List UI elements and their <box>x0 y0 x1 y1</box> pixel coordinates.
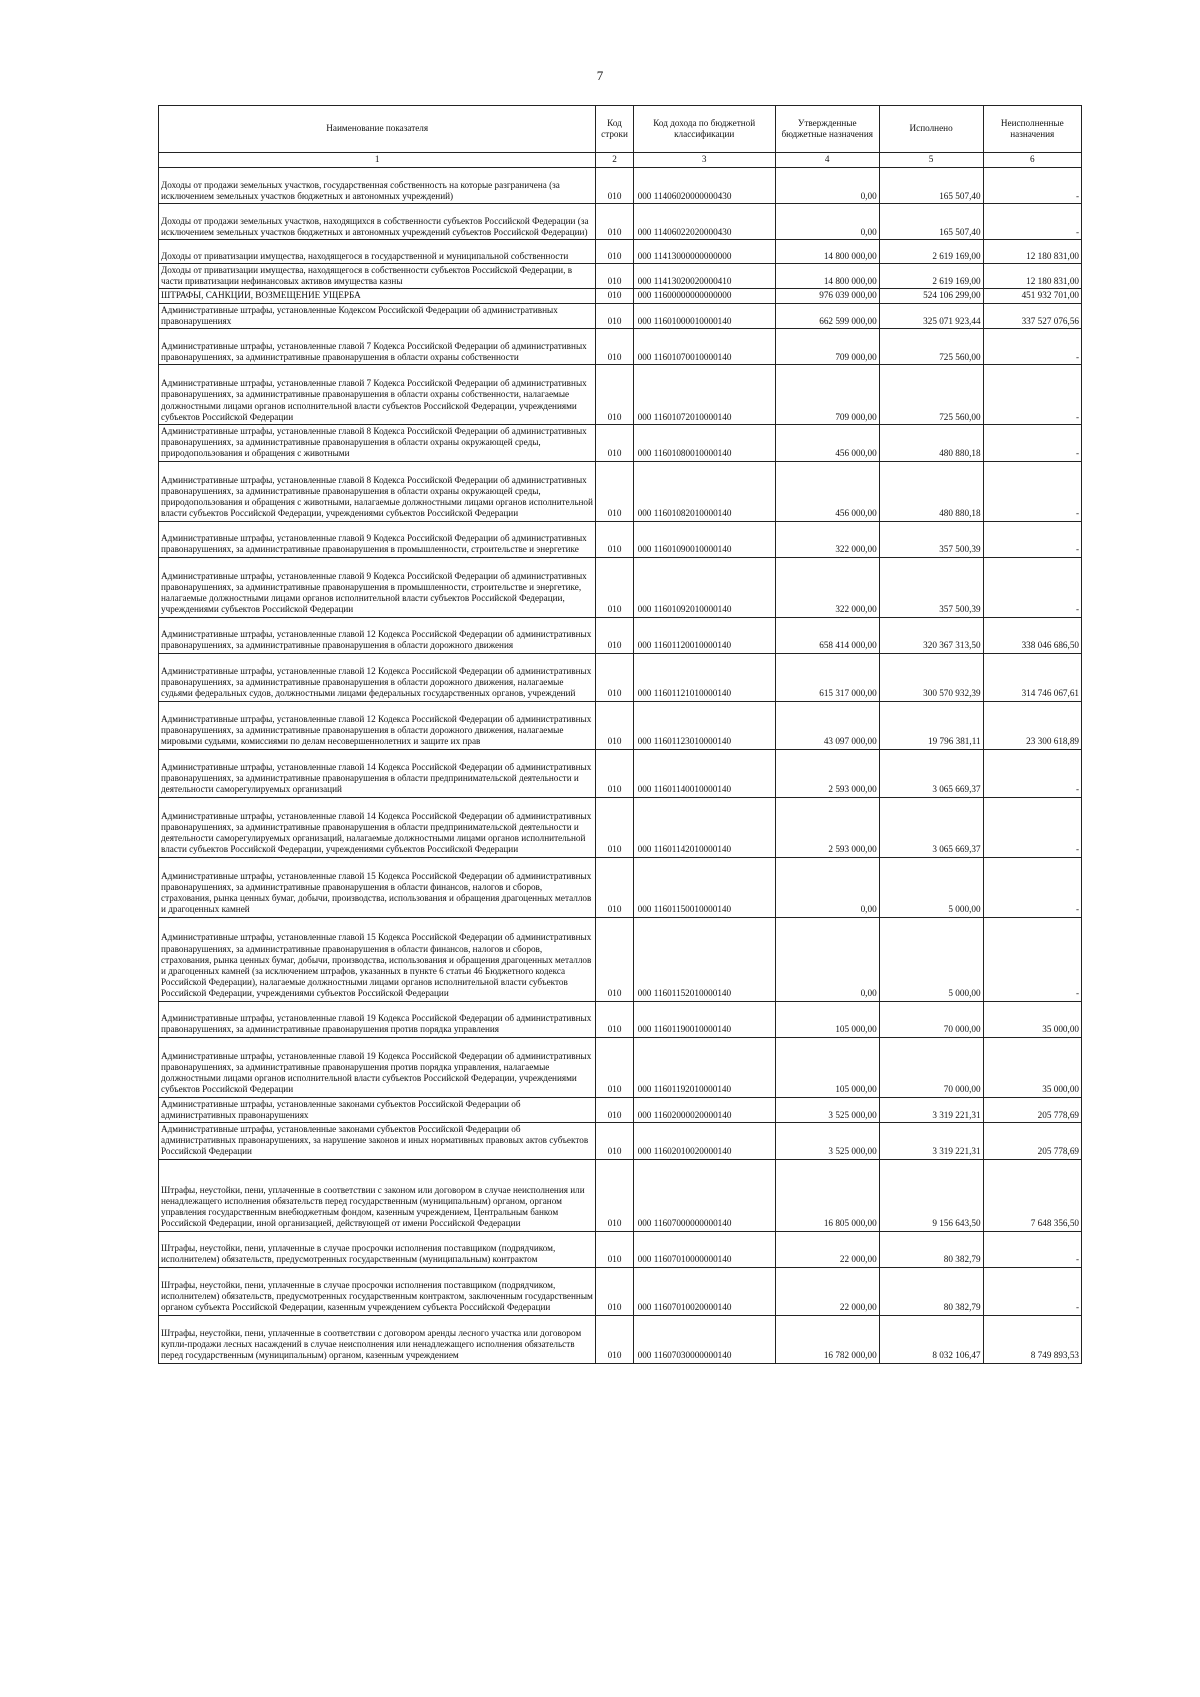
remaining-amount-cell: 23 300 618,89 <box>983 701 1081 749</box>
table-row <box>159 1231 1082 1267</box>
line-code-cell: 010 <box>596 917 633 1001</box>
remaining-amount-cell: - <box>983 857 1081 917</box>
executed-amount-cell: 524 106 299,00 <box>879 289 983 303</box>
income-code-cell: 000 11601070010000140 <box>633 329 775 365</box>
approved-amount-cell: 16 782 000,00 <box>775 1315 879 1363</box>
budget-execution-table <box>158 105 1082 1364</box>
income-code-cell: 000 11602000020000140 <box>633 1097 775 1122</box>
executed-amount-cell: 3 319 221,31 <box>879 1097 983 1122</box>
income-code-cell: 000 11413000000000000 <box>633 240 775 264</box>
approved-amount-cell: 322 000,00 <box>775 557 879 617</box>
executed-amount-cell: 3 065 669,37 <box>879 749 983 797</box>
remaining-amount-cell: - <box>983 557 1081 617</box>
line-code-cell: 010 <box>596 204 633 240</box>
approved-amount-cell: 3 525 000,00 <box>775 1097 879 1122</box>
indicator-name-cell: Административные штрафы, установленные главой 15 Кодекса Российской Федерации об административных правонарушениях, за административные правонарушения в области финансов, налогов и сборов, страхования, рынка ценных бумаг, добычи, производства, использования и обращения драгоценных металлов и драгоценных камней (за исключением штрафов, указанных в пункте 6 статьи 46 Бюджетного кодекса Российской Федерации), налагаемые должностными лицами органов исполнительной власти субъектов Российской Федерации, учреждениями субъектов Российской Федерации <box>159 917 596 1001</box>
table-row <box>159 521 1082 557</box>
income-code-cell: 000 11413020020000410 <box>633 264 775 289</box>
executed-amount-cell: 70 000,00 <box>879 1001 983 1037</box>
approved-amount-cell: 105 000,00 <box>775 1001 879 1037</box>
indicator-name-cell: Административные штрафы, установленные главой 15 Кодекса Российской Федерации об административных правонарушениях, за административные правонарушения в области финансов, налогов и сборов, страхования, рынка ценных бумаг, добычи, производства, использования и обращения драгоценных металлов и драгоценных камней <box>159 857 596 917</box>
table-row <box>159 1001 1082 1037</box>
remaining-amount-cell: - <box>983 365 1081 425</box>
line-code-cell: 010 <box>596 749 633 797</box>
header-remaining: Неисполненные назначения <box>983 106 1081 153</box>
approved-amount-cell: 16 805 000,00 <box>775 1159 879 1231</box>
executed-amount-cell: 9 156 643,50 <box>879 1159 983 1231</box>
table-row <box>159 1097 1082 1122</box>
line-code-cell: 010 <box>596 461 633 521</box>
income-code-cell: 000 11406022020000430 <box>633 204 775 240</box>
table-row <box>159 289 1082 303</box>
income-code-cell: 000 11601080010000140 <box>633 425 775 462</box>
executed-amount-cell: 3 319 221,31 <box>879 1123 983 1160</box>
line-code-cell: 010 <box>596 1037 633 1097</box>
executed-amount-cell: 3 065 669,37 <box>879 797 983 857</box>
income-code-cell: 000 11601123010000140 <box>633 701 775 749</box>
indicator-name-cell: Административные штрафы, установленные главой 9 Кодекса Российской Федерации об административных правонарушениях, за административные правонарушения в промышленности, строительстве и энергетике, налагаемые должностными лицами органов исполнительной власти субъектов Российской Федерации, учреждениями субъектов Российской Федерации <box>159 557 596 617</box>
table-row <box>159 1037 1082 1097</box>
approved-amount-cell: 709 000,00 <box>775 365 879 425</box>
remaining-amount-cell: - <box>983 1231 1081 1267</box>
executed-amount-cell: 80 382,79 <box>879 1267 983 1315</box>
remaining-amount-cell: - <box>983 168 1081 204</box>
column-number: 5 <box>879 153 983 168</box>
executed-amount-cell: 19 796 381,11 <box>879 701 983 749</box>
executed-amount-cell: 725 560,00 <box>879 329 983 365</box>
income-code-cell: 000 11607010020000140 <box>633 1267 775 1315</box>
line-code-cell: 010 <box>596 329 633 365</box>
indicator-name-cell: Административные штрафы, установленные главой 7 Кодекса Российской Федерации об административных правонарушениях, за административные правонарушения в области охраны собственности <box>159 329 596 365</box>
approved-amount-cell: 976 039 000,00 <box>775 289 879 303</box>
remaining-amount-cell: 337 527 076,56 <box>983 303 1081 328</box>
line-code-cell: 010 <box>596 1159 633 1231</box>
line-code-cell: 010 <box>596 1001 633 1037</box>
table-row <box>159 1123 1082 1160</box>
indicator-name-cell: Административные штрафы, установленные Кодексом Российской Федерации об административных правонарушениях <box>159 303 596 328</box>
remaining-amount-cell: 7 648 356,50 <box>983 1159 1081 1231</box>
income-code-cell: 000 11601000010000140 <box>633 303 775 328</box>
income-code-cell: 000 11607000000000140 <box>633 1159 775 1231</box>
remaining-amount-cell: 205 778,69 <box>983 1097 1081 1122</box>
remaining-amount-cell: - <box>983 425 1081 462</box>
table-row <box>159 701 1082 749</box>
remaining-amount-cell: 451 932 701,00 <box>983 289 1081 303</box>
remaining-amount-cell: - <box>983 797 1081 857</box>
approved-amount-cell: 2 593 000,00 <box>775 749 879 797</box>
header-indicator-name: Наименование показателя <box>159 106 596 153</box>
indicator-name-cell: Административные штрафы, установленные главой 12 Кодекса Российской Федерации об административных правонарушениях, за административные правонарушения в области дорожного движения, налагаемые судьями федеральных судов, должностными лицами федеральных государственных органов, учреждений <box>159 653 596 701</box>
table-row <box>159 329 1082 365</box>
remaining-amount-cell: 35 000,00 <box>983 1037 1081 1097</box>
line-code-cell: 010 <box>596 797 633 857</box>
approved-amount-cell: 456 000,00 <box>775 425 879 462</box>
approved-amount-cell: 14 800 000,00 <box>775 240 879 264</box>
header-income-code: Код дохода по бюджетной классификации <box>633 106 775 153</box>
column-number: 4 <box>775 153 879 168</box>
income-code-cell: 000 11607010000000140 <box>633 1231 775 1267</box>
table-row <box>159 1315 1082 1363</box>
table-row <box>159 240 1082 264</box>
remaining-amount-cell: - <box>983 461 1081 521</box>
income-code-cell: 000 11601140010000140 <box>633 749 775 797</box>
approved-amount-cell: 105 000,00 <box>775 1037 879 1097</box>
line-code-cell: 010 <box>596 168 633 204</box>
remaining-amount-cell: 12 180 831,00 <box>983 240 1081 264</box>
line-code-cell: 010 <box>596 1097 633 1122</box>
indicator-name-cell: Административные штрафы, установленные главой 8 Кодекса Российской Федерации об административных правонарушениях, за административные правонарушения в области охраны окружающей среды, природопользования и обращения с животными <box>159 425 596 462</box>
income-code-cell: 000 11406020000000430 <box>633 168 775 204</box>
executed-amount-cell: 5 000,00 <box>879 917 983 1001</box>
income-code-cell: 000 11601120010000140 <box>633 617 775 653</box>
approved-amount-cell: 3 525 000,00 <box>775 1123 879 1160</box>
remaining-amount-cell: - <box>983 521 1081 557</box>
approved-amount-cell: 22 000,00 <box>775 1267 879 1315</box>
executed-amount-cell: 480 880,18 <box>879 425 983 462</box>
indicator-name-cell: Доходы от приватизации имущества, находящегося в государственной и муниципальной собственности <box>159 240 596 264</box>
indicator-name-cell: Штрафы, неустойки, пени, уплаченные в соответствии с договором аренды лесного участка или договором купли-продажи лесных насаждений в случае неисполнения или ненадлежащего исполнения обязательств перед государственным (муниципальным) органом, казенным учреждением <box>159 1315 596 1363</box>
table-row <box>159 204 1082 240</box>
table-row <box>159 365 1082 425</box>
table-row <box>159 797 1082 857</box>
income-code-cell: 000 11601150010000140 <box>633 857 775 917</box>
column-number-row <box>159 153 1082 168</box>
indicator-name-cell: Административные штрафы, установленные главой 8 Кодекса Российской Федерации об административных правонарушениях, за административные правонарушения в области охраны окружающей среды, природопользования и обращения с животными, налагаемые должностными лицами органов исполнительной власти субъектов Российской Федерации, учреждениями субъектов Российской Федерации <box>159 461 596 521</box>
income-code-cell: 000 11601082010000140 <box>633 461 775 521</box>
indicator-name-cell: Административные штрафы, установленные главой 12 Кодекса Российской Федерации об административных правонарушениях, за административные правонарушения в области дорожного движения, налагаемые мировыми судьями, комиссиями по делам несовершеннолетних и защите их прав <box>159 701 596 749</box>
line-code-cell: 010 <box>596 653 633 701</box>
indicator-name-cell: Штрафы, неустойки, пени, уплаченные в случае просрочки исполнения поставщиком (подрядчиком, исполнителем) обязательств, предусмотренных государственным контрактом, заключенным государственным органом субъекта Российской Федерации, казенным учреждением субъекта Российской Федерации <box>159 1267 596 1315</box>
income-code-cell: 000 11601090010000140 <box>633 521 775 557</box>
header-line-code: Код строки <box>596 106 633 153</box>
income-code-cell: 000 11601092010000140 <box>633 557 775 617</box>
remaining-amount-cell: 205 778,69 <box>983 1123 1081 1160</box>
table-row <box>159 264 1082 289</box>
remaining-amount-cell: 35 000,00 <box>983 1001 1081 1037</box>
approved-amount-cell: 2 593 000,00 <box>775 797 879 857</box>
indicator-name-cell: Штрафы, неустойки, пени, уплаченные в соответствии с законом или договором в случае неисполнения или ненадлежащего исполнения обязательств перед государственным (муниципальным) органом, органом управления государственным внебюджетным фондом, казенным учреждением, Центральным банком Российской Федерации, иной организацией, действующей от имени Российской Федерации <box>159 1159 596 1231</box>
remaining-amount-cell: - <box>983 1267 1081 1315</box>
approved-amount-cell: 322 000,00 <box>775 521 879 557</box>
line-code-cell: 010 <box>596 264 633 289</box>
executed-amount-cell: 300 570 932,39 <box>879 653 983 701</box>
indicator-name-cell: Доходы от продажи земельных участков, находящихся в собственности субъектов Российской Федерации (за исключением земельных участков бюджетных и автономных учреждений субъектов Российской Федерации) <box>159 204 596 240</box>
income-code-cell: 000 11601152010000140 <box>633 917 775 1001</box>
remaining-amount-cell: 338 046 686,50 <box>983 617 1081 653</box>
executed-amount-cell: 357 500,39 <box>879 521 983 557</box>
income-code-cell: 000 11601142010000140 <box>633 797 775 857</box>
line-code-cell: 010 <box>596 557 633 617</box>
approved-amount-cell: 14 800 000,00 <box>775 264 879 289</box>
remaining-amount-cell: - <box>983 917 1081 1001</box>
indicator-name-cell: Административные штрафы, установленные законами субъектов Российской Федерации об административных правонарушениях <box>159 1097 596 1122</box>
executed-amount-cell: 2 619 169,00 <box>879 240 983 264</box>
remaining-amount-cell: - <box>983 329 1081 365</box>
approved-amount-cell: 658 414 000,00 <box>775 617 879 653</box>
approved-amount-cell: 0,00 <box>775 168 879 204</box>
approved-amount-cell: 43 097 000,00 <box>775 701 879 749</box>
indicator-name-cell: Административные штрафы, установленные главой 14 Кодекса Российской Федерации об административных правонарушениях, за административные правонарушения в области предпринимательской деятельности и деятельности саморегулируемых организаций <box>159 749 596 797</box>
table-row <box>159 168 1082 204</box>
line-code-cell: 010 <box>596 521 633 557</box>
indicator-name-cell: Доходы от продажи земельных участков, государственная собственность на которые разграничена (за исключением земельных участков бюджетных и автономных учреждений) <box>159 168 596 204</box>
executed-amount-cell: 2 619 169,00 <box>879 264 983 289</box>
executed-amount-cell: 5 000,00 <box>879 857 983 917</box>
indicator-name-cell: Административные штрафы, установленные главой 19 Кодекса Российской Федерации об административных правонарушениях, за административные правонарушения против порядка управления, налагаемые должностными лицами органов исполнительной власти субъектов Российской Федерации, учреждениями субъектов Российской Федерации <box>159 1037 596 1097</box>
column-number: 3 <box>633 153 775 168</box>
header-executed: Исполнено <box>879 106 983 153</box>
line-code-cell: 010 <box>596 303 633 328</box>
income-code-cell: 000 11607030000000140 <box>633 1315 775 1363</box>
income-code-cell: 000 11601190010000140 <box>633 1001 775 1037</box>
indicator-name-cell: Штрафы, неустойки, пени, уплаченные в случае просрочки исполнения поставщиком (подрядчиком, исполнителем) обязательств, предусмотренных государственным (муниципальным) контрактом <box>159 1231 596 1267</box>
indicator-name-cell: Административные штрафы, установленные законами субъектов Российской Федерации об административных правонарушениях, за нарушение законов и иных нормативных правовых актов субъектов Российской Федерации <box>159 1123 596 1160</box>
remaining-amount-cell: - <box>983 749 1081 797</box>
column-number: 6 <box>983 153 1081 168</box>
executed-amount-cell: 165 507,40 <box>879 168 983 204</box>
executed-amount-cell: 80 382,79 <box>879 1231 983 1267</box>
table-row <box>159 617 1082 653</box>
executed-amount-cell: 8 032 106,47 <box>879 1315 983 1363</box>
approved-amount-cell: 22 000,00 <box>775 1231 879 1267</box>
table-row <box>159 1159 1082 1231</box>
executed-amount-cell: 480 880,18 <box>879 461 983 521</box>
table-body <box>159 168 1082 1364</box>
table-row <box>159 749 1082 797</box>
approved-amount-cell: 456 000,00 <box>775 461 879 521</box>
indicator-name-cell: Административные штрафы, установленные главой 12 Кодекса Российской Федерации об административных правонарушениях, за административные правонарушения в области дорожного движения <box>159 617 596 653</box>
line-code-cell: 010 <box>596 365 633 425</box>
line-code-cell: 010 <box>596 425 633 462</box>
indicator-name-cell: ШТРАФЫ, САНКЦИИ, ВОЗМЕЩЕНИЕ УЩЕРБА <box>159 289 596 303</box>
line-code-cell: 010 <box>596 617 633 653</box>
remaining-amount-cell: - <box>983 204 1081 240</box>
executed-amount-cell: 725 560,00 <box>879 365 983 425</box>
income-code-cell: 000 11601192010000140 <box>633 1037 775 1097</box>
indicator-name-cell: Административные штрафы, установленные главой 14 Кодекса Российской Федерации об административных правонарушениях, за административные правонарушения в области предпринимательской деятельности и деятельности саморегулируемых организаций, налагаемые должностными лицами органов исполнительной власти субъектов Российской Федерации, учреждениями субъектов Российской Федерации <box>159 797 596 857</box>
line-code-cell: 010 <box>596 857 633 917</box>
header-row <box>159 106 1082 153</box>
approved-amount-cell: 0,00 <box>775 857 879 917</box>
line-code-cell: 010 <box>596 1315 633 1363</box>
line-code-cell: 010 <box>596 1123 633 1160</box>
approved-amount-cell: 0,00 <box>775 204 879 240</box>
table-row <box>159 303 1082 328</box>
remaining-amount-cell: 314 746 067,61 <box>983 653 1081 701</box>
remaining-amount-cell: 8 749 893,53 <box>983 1315 1081 1363</box>
column-number: 2 <box>596 153 633 168</box>
executed-amount-cell: 325 071 923,44 <box>879 303 983 328</box>
table-row <box>159 857 1082 917</box>
income-code-cell: 000 11601072010000140 <box>633 365 775 425</box>
column-number: 1 <box>159 153 596 168</box>
table-row <box>159 917 1082 1001</box>
approved-amount-cell: 709 000,00 <box>775 329 879 365</box>
line-code-cell: 010 <box>596 289 633 303</box>
line-code-cell: 010 <box>596 1231 633 1267</box>
indicator-name-cell: Административные штрафы, установленные главой 7 Кодекса Российской Федерации об административных правонарушениях, за административные правонарушения в области охраны собственности, налагаемые должностными лицами органов исполнительной власти субъектов Российской Федерации, учреждениями субъектов Российской Федерации <box>159 365 596 425</box>
table-row <box>159 1267 1082 1315</box>
indicator-name-cell: Административные штрафы, установленные главой 19 Кодекса Российской Федерации об административных правонарушениях, за административные правонарушения против порядка управления <box>159 1001 596 1037</box>
income-code-cell: 000 11601121010000140 <box>633 653 775 701</box>
income-code-cell: 000 11602010020000140 <box>633 1123 775 1160</box>
executed-amount-cell: 70 000,00 <box>879 1037 983 1097</box>
executed-amount-cell: 165 507,40 <box>879 204 983 240</box>
line-code-cell: 010 <box>596 701 633 749</box>
remaining-amount-cell: 12 180 831,00 <box>983 264 1081 289</box>
table-row <box>159 461 1082 521</box>
header-approved: Утвержденные бюджетные назначения <box>775 106 879 153</box>
indicator-name-cell: Административные штрафы, установленные главой 9 Кодекса Российской Федерации об административных правонарушениях, за административные правонарушения в промышленности, строительстве и энергетике <box>159 521 596 557</box>
table-row <box>159 425 1082 462</box>
executed-amount-cell: 320 367 313,50 <box>879 617 983 653</box>
table-row <box>159 653 1082 701</box>
line-code-cell: 010 <box>596 240 633 264</box>
approved-amount-cell: 0,00 <box>775 917 879 1001</box>
page-number: 7 <box>596 68 604 83</box>
approved-amount-cell: 662 599 000,00 <box>775 303 879 328</box>
line-code-cell: 010 <box>596 1267 633 1315</box>
income-code-cell: 000 11600000000000000 <box>633 289 775 303</box>
table-row <box>159 557 1082 617</box>
indicator-name-cell: Доходы от приватизации имущества, находящегося в собственности субъектов Российской Федерации, в части приватизации нефинансовых активов имущества казны <box>159 264 596 289</box>
executed-amount-cell: 357 500,39 <box>879 557 983 617</box>
approved-amount-cell: 615 317 000,00 <box>775 653 879 701</box>
